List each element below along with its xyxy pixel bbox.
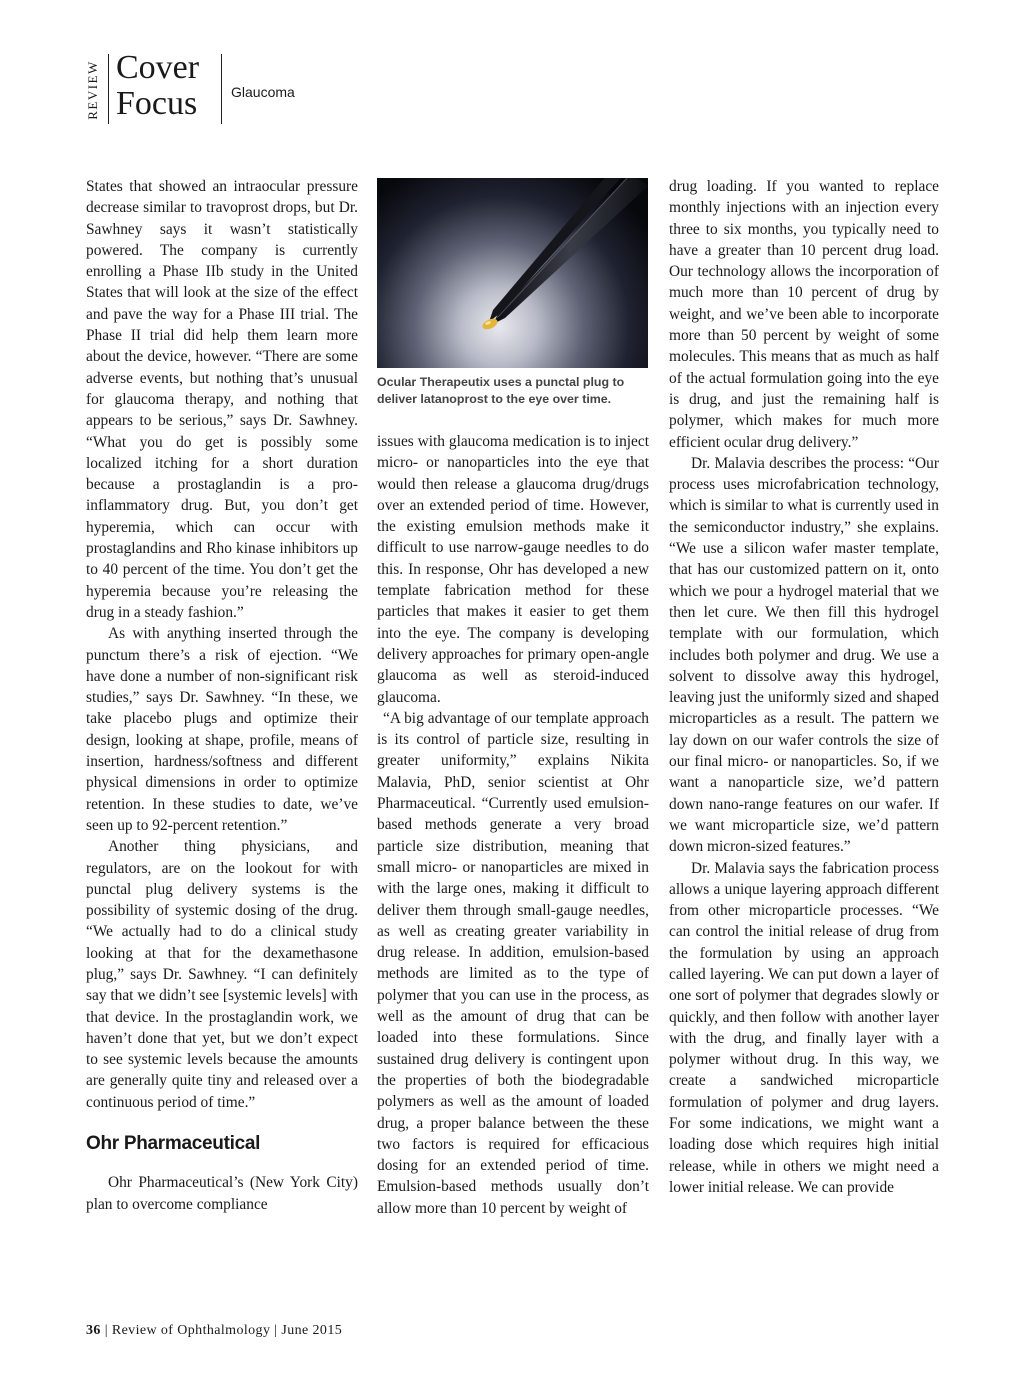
footer-separator-1: | [104,1323,108,1338]
page-number: 36 [86,1323,101,1338]
punctal-plug-photo [377,178,648,368]
col1-paragraph-1: States that showed an intraocular pressure decrease similar to travoprost drops, but Dr. Sawhney says it wasn’t statistically powered. The company is currently enrolling a Phase IIb study in the United States that will look at the size of the effect and pave the way for a Phase III trial. The Phase II trial did help them learn more about the device, however. “There are some adverse events, but nothing that’s unusual for glaucoma therapy, and nothing that appears to be serious,” says Dr. Sawhney. “What you do get is possibly some localized itching for a short duration because a prostaglandin is a pro-inflammatory drug. But, you don’t get hyperemia, which can occur with prostaglandins and Rho kinase inhibitors up to 40 percent of the time. You don’t get the hyperemia because you’re releasing the drug in a steady fashion.” [86,178,358,621]
photo-caption: Ocular Therapeutix uses a punctal plug to deliver latanoprost to the eye over time. [377,375,625,406]
cover-title-line1: Cover [116,49,200,86]
footer-separator-2: | [274,1323,278,1338]
col2-paragraph-2: “A big advantage of our template approach is its control of particle size, resulting in greater uniformity,” explains Nikita Malavia, PhD, senior scientist at Ohr Pharmaceutical. “Currently used emulsion-based methods generate a very broad particle size distribution, meaning that small micro- or nanoparticles are mixed in with the large ones, making it difficult to deliver them through small-gauge needles, as well as creating greater variability in drug release. In addition, emulsion-based methods are limited as to the type of polymer that you can use in the process, as well as the amount of drug that can be loaded into these formulations. Since sustained drug delivery is contingent upon the properties of both the biodegradable polymers as well as the amount of loaded drug, a proper balance between the these two factors is required for efficacious dosing for an extended period of time. Emulsion-based methods usually don’t allow more than 10 percent by weight of [377,709,649,1217]
page-footer [86,1323,342,1339]
article-column-2 [377,431,649,1219]
col3-paragraph-3: Dr. Malavia says the fabrication process allows a unique layering approach different from other microparticle processes. “We can control the initial release of drug from the formulation by using an approach called layering. We can put down a layer of one sort of polymer that degrades slowly or quickly, and then follow with another layer with the drug, and finally layer with a polymer without drug. In this way, we create a sandwiched microparticle formulation of polymer and drug layers. For some indications, we might want a loading dose which requires high initial release, while in others we might need a lower initial release. We can provide [669,859,939,1196]
ohr-subhead: Ohr Pharmaceutical [86,1133,261,1155]
col1-paragraph-4: Ohr Pharmaceutical’s (New York City) plan to overcome compliance [86,1174,358,1213]
issue-date: June 2015 [281,1323,343,1338]
cover-title-line2: Focus [116,85,198,122]
article-column-1 [86,176,358,1215]
review-vertical-label: REVIEW [85,60,101,120]
col1-paragraph-2: As with anything inserted through the punctum there’s a risk of ejection. “We have done a number of non-significant risk studies,” says Dr. Sawhney. “In these, we take placebo plugs and optimize their design, looking at shape, profile, means of insertion, hardness/softness and different physical dimensions in order to optimize retention. In these studies to date, we’ve seen up to 92-percent retention.” [86,625,358,834]
section-label: Glaucoma [231,84,295,100]
col3-paragraph-2: Dr. Malavia describes the process: “Our process uses microfabrication technology, which is similar to what is currently used in the semiconductor industry,” she explains. “We use a silicon wafer master template, that has our customized pattern on it, onto which we pour a hydrogel material that we then let cure. We then fill this hydrogel template with our formulation, which includes both polymer and drug. We use a solvent to dissolve away this hydrogel, leaving just the uniformly sized and shaped microparticles as a result. The pattern we lay down on our wafer controls the size of our final micro- or nanoparticles. So, if we want a nanoparticle size, we’d pattern down nano-range features on our wafer. If we want microparticle size, we’d pattern down micron-sized features.” [669,454,939,856]
cover-focus-title [116,50,199,122]
col1-paragraph-3: Another thing physicians, and regulators, are on the lookout for with punctal plug delivery systems is the possibility of systemic dosing of the drug. “We actually had to do a clinical study looking at that for the dexamethasone plug,” says Dr. Sawhney. “I can definitely say that we didn’t see [systemic levels] with that device. In the prostaglandin work, we haven’t done that yet, but we don’t expect to see systemic levels because the amounts are generally quite tiny and released over a continuous period of time.” [86,838,358,1111]
col3-paragraph-1: drug loading. If you wanted to replace monthly injections with an injection every three to six months, you typically need to have a greater than 10 percent drug load. Our technology allows the incorporation of much more than 10 percent of drug by weight, and we’ve been able to incorporate more than 50 percent by weight of some molecules. This means that as much as half of the actual formulation going into the eye is drug, and just the remaining half is polymer, which makes for much more efficient ocular drug delivery.” [669,178,939,451]
forceps-illustration [377,178,648,368]
publication-name: Review of Ophthalmology [111,1323,271,1338]
col2-paragraph-1: issues with glaucoma medication is to inject micro- or nanoparticles into the eye that would then release a glaucoma drug/drugs over an extended period of time. However, the existing emulsion methods make it difficult to use narrow-gauge needles to do this. In response, Ohr has developed a new template fabrication method for these particles that makes it easier to get them into the eye. The company is developing delivery approaches for primary open-angle glaucoma as well as steroid-induced glaucoma. [377,433,649,706]
article-column-3 [669,176,939,1198]
header-divider-left [108,54,109,124]
header-divider-right [221,54,222,124]
